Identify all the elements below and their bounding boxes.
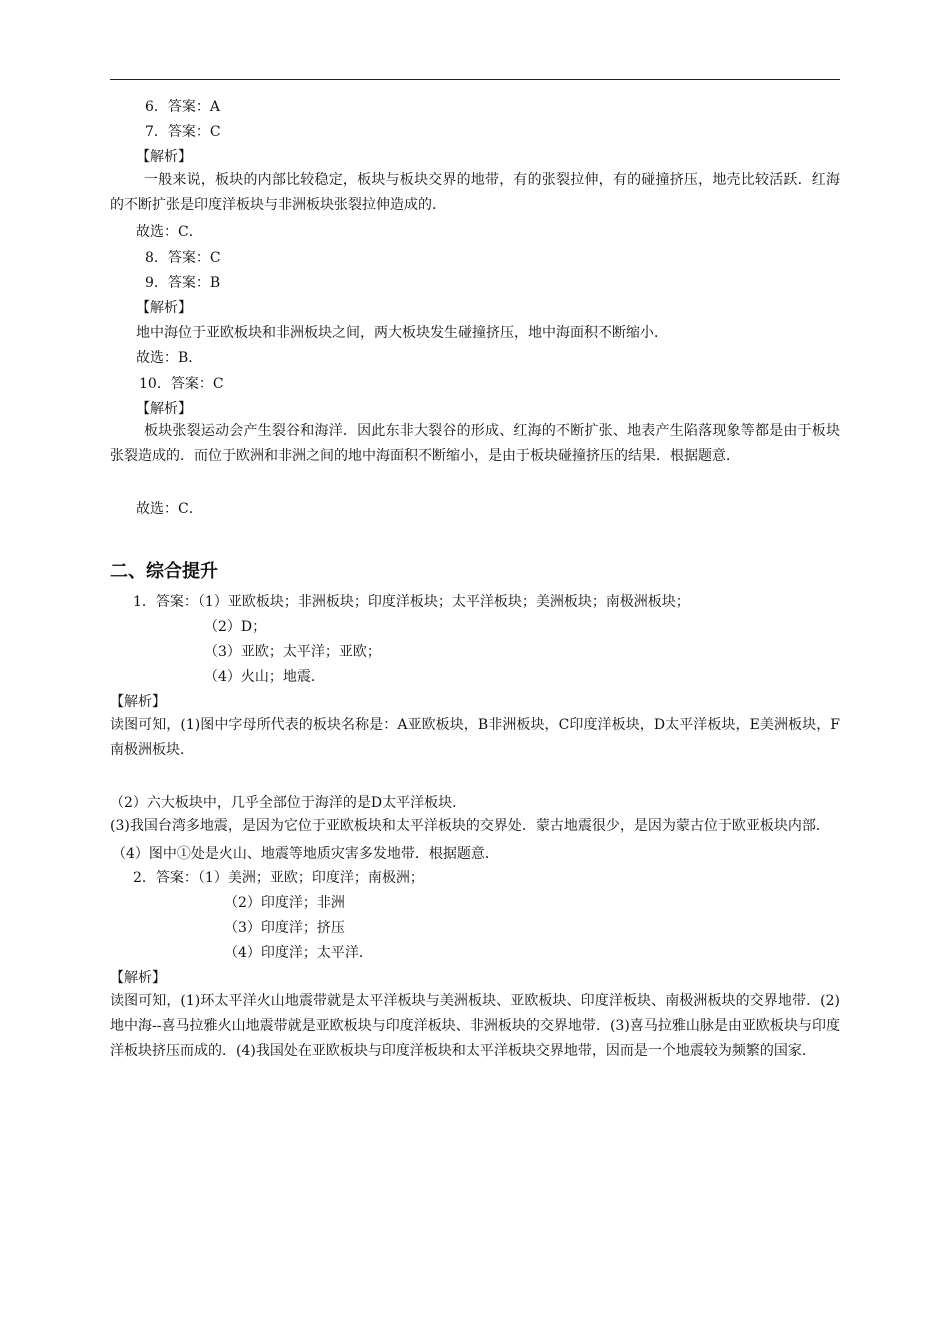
analysis-heading-q2: 【解析】: [110, 970, 166, 986]
answer-q8: 8．答案：C: [145, 250, 221, 266]
analysis-heading-q10: 【解析】: [136, 401, 192, 417]
analysis-text-q1-part4: （4）图中①处是火山、地震等地质灾害多发地带．根据题意．: [112, 846, 499, 862]
analysis-text-q10: 板块张裂运动会产生裂谷和海洋．因此东非大裂谷的形成、红海的不断扩张、地表产生陷落现象等都是由于板块张裂造成的．而位于欧洲和非洲之间的地中海面积不断缩小，是由于板块碰撞挤压的结果．根据题意．: [110, 423, 840, 464]
analysis-text-q9: 地中海位于亚欧板块和非洲板块之间，两大板块发生碰撞挤压，地中海面积不断缩小．: [136, 325, 668, 341]
choice-q9: 故选：B．: [136, 350, 203, 366]
header-rule: [110, 79, 840, 80]
analysis-text-q7: 一般来说，板块的内部比较稳定，板块与板块交界的地带，有的张裂拉伸，有的碰撞挤压，地壳比较活跃．红海的不断扩张是印度洋板块与非洲板块张裂拉伸造成的．: [110, 172, 840, 213]
analysis-heading-q7: 【解析】: [136, 149, 192, 165]
answer-q1-line4: （4）火山；地震．: [204, 669, 325, 685]
answer-q2-line2: （2）印度洋；非洲: [224, 895, 345, 911]
section-title: 二、综合提升: [110, 561, 218, 582]
answer-q2-line1: 2．答案：（1）美洲；亚欧；印度洋；南极洲；: [133, 870, 424, 886]
answer-q9: 9．答案：B: [145, 275, 221, 291]
choice-q10: 故选：C．: [136, 501, 203, 517]
answer-q1-line2: （2）D；: [204, 619, 267, 635]
answer-q2-line4: （4）印度洋；太平洋．: [224, 945, 373, 961]
answer-q6: 6．答案：A: [145, 99, 221, 115]
analysis-heading-q9: 【解析】: [136, 300, 192, 316]
answer-q7: 7．答案：C: [145, 124, 221, 140]
analysis-text-q1-part1: 读图可知，(1)图中字母所代表的板块名称是：A亚欧板块，B非洲板块，C印度洋板块，D太平洋板块，E美洲板块，F南极洲板块．: [110, 717, 840, 758]
analysis-text-q1-part3: (3)我国台湾多地震，是因为它位于亚欧板块和太平洋板块的交界处．蒙古地震很少，是因为蒙古位于欧亚板块内部．: [110, 818, 830, 834]
choice-q7: 故选：C．: [136, 224, 203, 240]
answer-q1-line1: 1．答案：（1）亚欧板块；非洲板块；印度洋板块；太平洋板块；美洲板块；南极洲板块；: [133, 594, 690, 610]
analysis-text-q1-part2: （2）六大板块中，几乎全部位于海洋的是D太平洋板块．: [110, 795, 467, 811]
answer-q10: 10．答案：C: [139, 376, 224, 392]
answer-q1-line3: （3）亚欧；太平洋；亚欧；: [204, 644, 381, 660]
answer-q2-line3: （3）印度洋；挤压: [224, 920, 345, 936]
analysis-text-q2: 读图可知，(1)环太平洋火山地震带就是太平洋板块与美洲板块、亚欧板块、印度洋板块、南极洲板块的交界地带．(2)地中海--喜马拉雅火山地震带就是亚欧板块与印度洋板块、非洲板块的交界地带．(3)喜马拉雅山脉是由亚欧板块与印度洋板块挤压而成的．(4)我国处在亚欧板块与印度洋板块和太平洋板块交界地带，因而是一个地震较为频繁的国家．: [110, 993, 840, 1059]
analysis-heading-q1: 【解析】: [110, 694, 166, 710]
